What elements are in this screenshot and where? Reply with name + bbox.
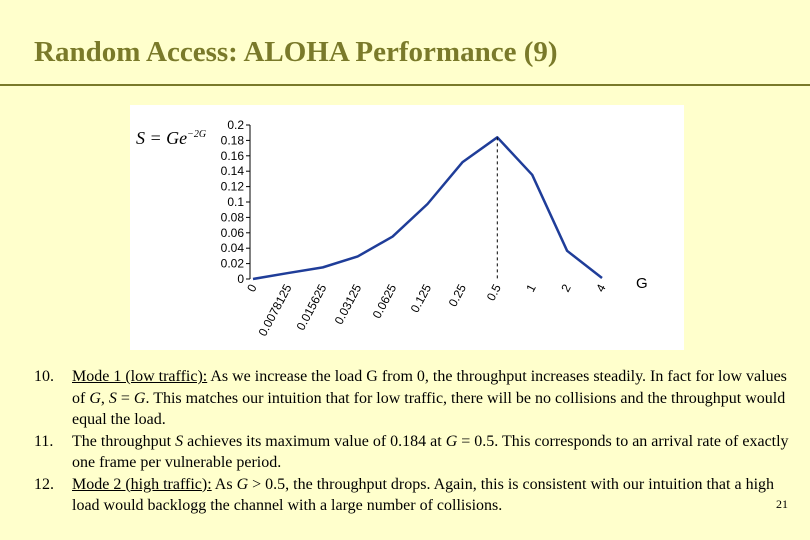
- x-tick-label: 0.0625: [369, 281, 400, 321]
- item-text: [72, 474, 794, 517]
- italic-g: G: [445, 432, 458, 450]
- formula-main: S = Ge: [136, 128, 188, 148]
- item-text-part: ,: [100, 389, 109, 407]
- y-tick-label: 0.08: [220, 210, 244, 225]
- item-text-part: The throughput: [72, 432, 176, 450]
- item-lead: Mode 1 (low traffic):: [72, 368, 208, 385]
- y-tick-label: 0.2: [227, 118, 244, 132]
- y-tick-label: 0.14: [220, 164, 244, 179]
- page-number: 21: [776, 497, 788, 511]
- italic-s: S: [108, 389, 117, 407]
- x-tick-label: 4: [593, 281, 609, 295]
- list-item: [34, 474, 794, 517]
- x-tick-label: 0: [244, 281, 260, 295]
- list-item: [34, 366, 794, 431]
- x-tick-label: 0.125: [407, 281, 435, 315]
- throughput-chart: [130, 105, 684, 350]
- x-tick-label: 2: [558, 281, 574, 295]
- item-text-part: =: [116, 389, 134, 407]
- x-tick-label: 0.015625: [293, 281, 330, 333]
- item-text-part: = 0.5. This corresponds to an arrival rate of exactly one frame per vulnerable period.: [72, 432, 789, 471]
- item-number: 11.: [34, 432, 54, 450]
- explanation-list: [34, 366, 794, 517]
- item-text: [72, 431, 794, 474]
- italic-s: S: [175, 432, 184, 450]
- italic-g: G: [89, 389, 101, 407]
- item-number: 10.: [34, 368, 54, 385]
- x-tick-label: 0.25: [445, 281, 470, 310]
- item-text-part: As: [211, 475, 237, 493]
- x-tick-label: 0.03125: [331, 281, 365, 327]
- y-tick-label: 0: [237, 272, 244, 286]
- throughput-formula: [136, 128, 206, 149]
- italic-g: G: [236, 475, 249, 493]
- y-tick-label: 0.18: [220, 133, 244, 148]
- y-tick-label: 0.04: [220, 241, 244, 256]
- item-text-part: > 0.5, the throughput drops. Again, this is consistent with our intuition that a high load would backlogg the channel with a large number of collisions.: [72, 475, 775, 514]
- list-item: [34, 431, 794, 474]
- series-line: [253, 137, 602, 279]
- item-text: [72, 366, 794, 431]
- x-tick-label: 0.0078125: [255, 281, 295, 339]
- item-text-part: achieves its maximum value of 0.184 at: [183, 432, 446, 450]
- y-tick-label: 0.06: [220, 225, 244, 240]
- chart-svg: [130, 105, 684, 350]
- x-tick-label: 0.5: [483, 281, 504, 304]
- y-tick-label: 0.02: [220, 256, 244, 271]
- y-tick-label: 0.1: [227, 195, 244, 209]
- item-number: 12.: [34, 475, 54, 493]
- formula-exponent: −2G: [187, 129, 207, 140]
- title-divider: [0, 84, 810, 86]
- italic-g: G: [133, 389, 146, 407]
- y-tick-label: 0.12: [220, 179, 244, 194]
- x-tick-label: 1: [523, 281, 539, 295]
- y-tick-label: 0.16: [220, 148, 244, 163]
- slide-title: Random Access: ALOHA Performance (9): [34, 36, 558, 68]
- item-lead: Mode 2 (high traffic):: [72, 475, 212, 493]
- item-text-part: As we increase the load G from 0, the throughput increases steadily. In fact for low values of: [72, 368, 787, 407]
- item-text-part: . This matches our intuition that for low traffic, there will be no collisions and the throughput would equal the load.: [72, 389, 786, 428]
- x-axis-label: G: [636, 275, 648, 292]
